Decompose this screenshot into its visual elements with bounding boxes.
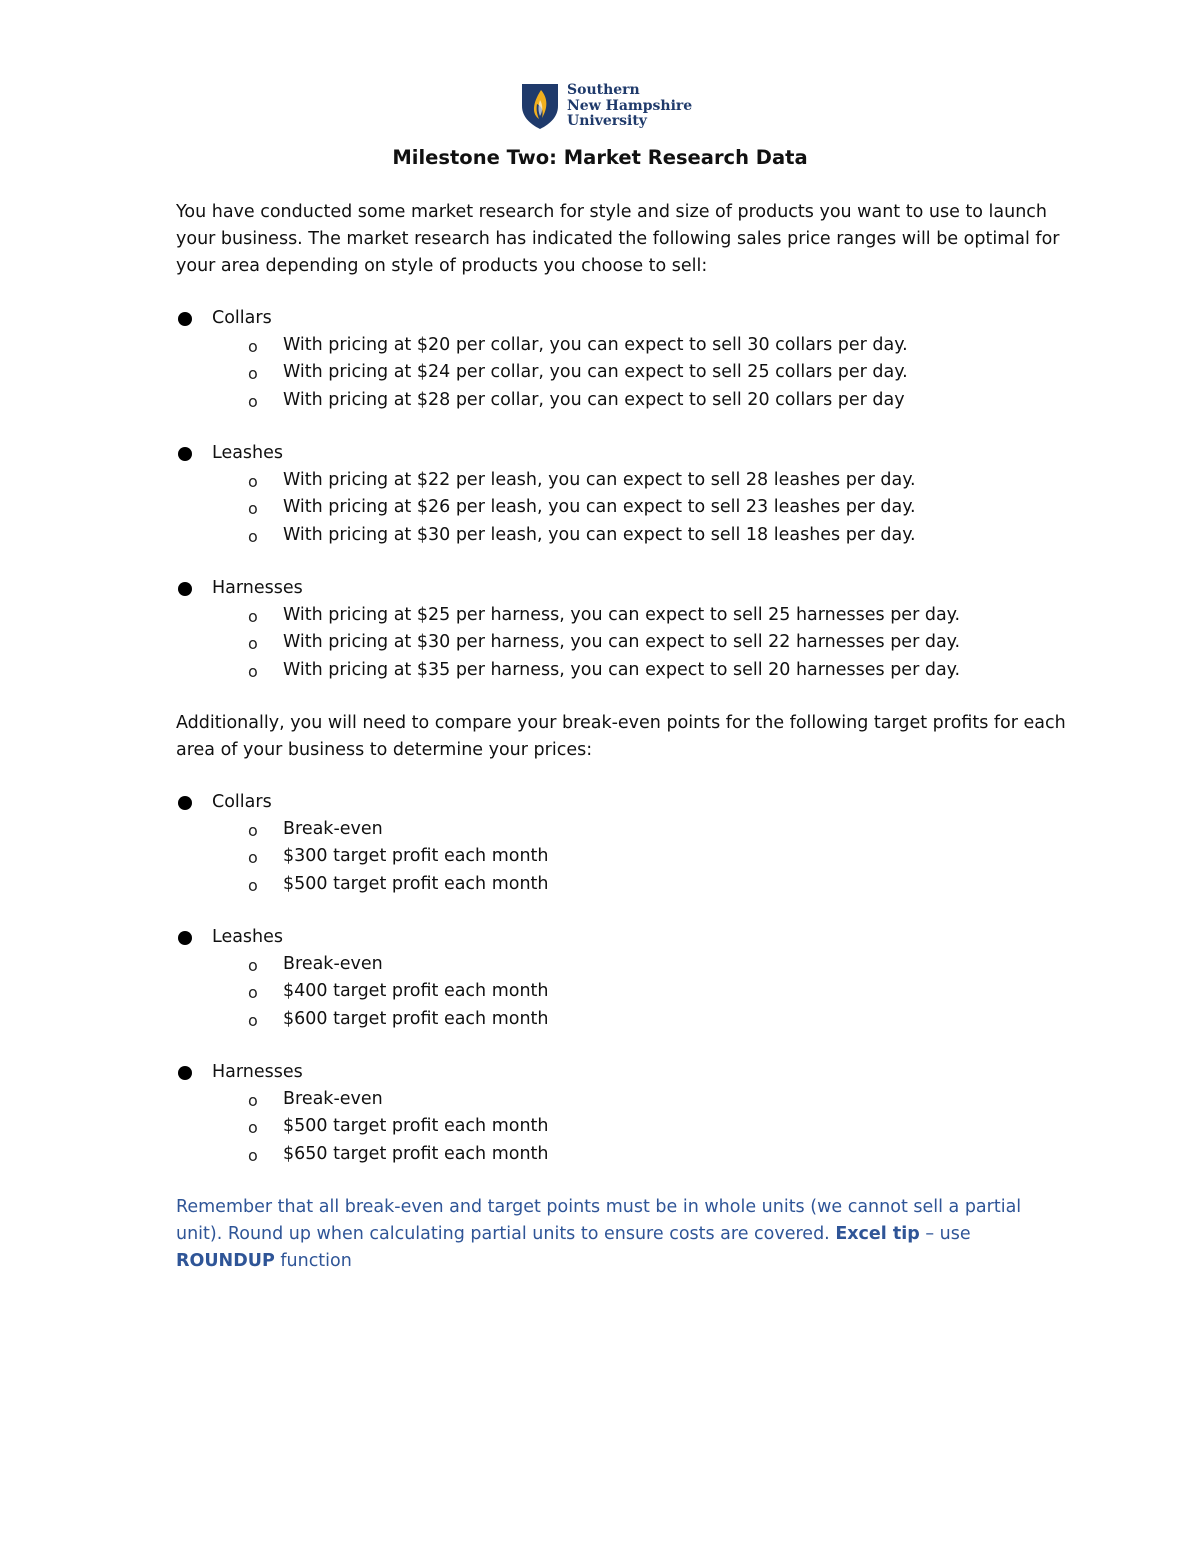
bullet-label: Harnesses: [212, 578, 303, 598]
sub-item-text: With pricing at $28 per collar, you can expect to sell 20 collars per day: [283, 389, 905, 410]
sub-item-text: $500 target profit each month: [283, 873, 549, 894]
sub-bullet-icon: o: [248, 875, 258, 895]
note-excel-tip: Excel tip: [835, 1224, 920, 1244]
sub-item: [176, 843, 1056, 870]
sub-item-text: With pricing at $30 per harness, you can expect to sell 22 harnesses per day.: [283, 632, 961, 653]
sub-item: [176, 1113, 1056, 1140]
bullet-dot-icon: [178, 931, 192, 945]
page-title: Milestone Two: Market Research Data: [392, 146, 808, 169]
bullet-dot-icon: [178, 312, 192, 326]
bullet-item: [176, 305, 1056, 332]
bullet-label: Collars: [212, 792, 272, 812]
bullet-item: [176, 1059, 1056, 1086]
sub-bullet-icon: o: [248, 337, 258, 356]
bullet-label: Collars: [212, 308, 272, 328]
sub-item: [176, 522, 1056, 549]
pricing-group-collars: [176, 305, 1056, 414]
sub-item-text: Break-even: [283, 954, 383, 974]
intro-paragraph: You have conducted some market research for style and size of products you want to use to launch your business. The market research has indicated the following sales price ranges will be optimal for your area depending on style of products you choose to sell:: [176, 202, 1060, 276]
sub-bullet-icon: o: [248, 499, 258, 519]
sub-item: [176, 467, 1056, 494]
bullet-item: [176, 575, 1056, 602]
logo-line-3: University: [567, 113, 647, 129]
bullet-item: [176, 789, 1056, 816]
note-text-3: function: [274, 1251, 352, 1271]
sub-item-text: Break-even: [283, 1089, 383, 1109]
snhu-logo: [520, 82, 720, 134]
sub-item-text: With pricing at $35 per harness, you can expect to sell 20 harnesses per day.: [283, 659, 961, 680]
sub-item-text: $500 target profit each month: [283, 1116, 549, 1137]
bullet-label: Leashes: [212, 927, 284, 947]
sub-item-text: With pricing at $25 per harness, you can expect to sell 25 harnesses per day.: [283, 605, 961, 625]
additional-paragraph: Additionally, you will need to compare your break-even points for the following target profits for each area of your business to determine your prices:: [176, 713, 1066, 760]
note-text-1: Remember that all break-even and target points must be in whole units (we cannot sell a partial unit). Round up when calculating partial units to ensure costs are covered.: [176, 1197, 1022, 1244]
sub-bullet-icon: o: [248, 1145, 258, 1165]
sub-item: [176, 657, 1056, 684]
sub-item-text: With pricing at $24 per collar, you can expect to sell 25 collars per day.: [283, 362, 908, 383]
note-roundup: ROUNDUP: [176, 1251, 275, 1271]
sub-bullet-icon: o: [248, 848, 258, 868]
sub-item-text: $600 target profit each month: [283, 1008, 549, 1029]
sub-bullet-icon: o: [248, 1010, 258, 1030]
sub-item-text: $650 target profit each month: [283, 1143, 549, 1164]
sub-item: [176, 951, 1056, 978]
note-text-2: – use: [919, 1224, 971, 1244]
bullet-label: Harnesses: [212, 1062, 303, 1082]
bullet-dot-icon: [178, 582, 192, 596]
sub-bullet-icon: o: [248, 526, 258, 546]
sub-item-text: With pricing at $26 per leash, you can expect to sell 23 leashes per day.: [283, 497, 916, 518]
sub-bullet-icon: o: [248, 821, 258, 840]
sub-item: [176, 816, 1056, 843]
sub-item-text: With pricing at $22 per leash, you can expect to sell 28 leashes per day.: [283, 470, 916, 490]
sub-item: [176, 387, 1056, 414]
logo-wordmark: [567, 83, 692, 130]
sub-item: [176, 494, 1056, 521]
logo-line-2: New Hampshire: [567, 97, 693, 114]
bullet-item: [176, 440, 1056, 467]
sub-bullet-icon: o: [248, 1118, 258, 1138]
sub-item-text: Break-even: [283, 819, 383, 839]
sub-item: [176, 629, 1056, 656]
sub-item: [176, 332, 1056, 359]
sub-bullet-icon: o: [248, 607, 258, 626]
sub-bullet-icon: o: [248, 1091, 258, 1110]
target-group-leashes: [176, 924, 1056, 1033]
bullet-label: Leashes: [212, 443, 284, 463]
pricing-group-harnesses: [176, 575, 1056, 684]
logo-line-1: Southern: [567, 82, 640, 98]
sub-bullet-icon: o: [248, 391, 258, 411]
bullet-dot-icon: [178, 796, 192, 810]
sub-item: [176, 978, 1056, 1005]
sub-item: [176, 1086, 1056, 1113]
sub-item-text: $300 target profit each month: [283, 846, 549, 867]
bullet-dot-icon: [178, 1066, 192, 1080]
sub-item: [176, 1141, 1056, 1168]
target-group-collars: [176, 789, 1056, 898]
pricing-group-leashes: [176, 440, 1056, 549]
shield-flame-icon: [520, 82, 560, 130]
sub-bullet-icon: o: [248, 364, 258, 384]
sub-bullet-icon: o: [248, 634, 258, 654]
sub-bullet-icon: o: [248, 983, 258, 1003]
sub-item-text: With pricing at $20 per collar, you can expect to sell 30 collars per day.: [283, 335, 908, 355]
target-group-harnesses: [176, 1059, 1056, 1168]
note-paragraph: [176, 1194, 1066, 1275]
bullet-item: [176, 924, 1056, 951]
sub-item-text: $400 target profit each month: [283, 981, 549, 1002]
sub-bullet-icon: o: [248, 956, 258, 975]
sub-bullet-icon: o: [248, 472, 258, 491]
sub-item: [176, 1006, 1056, 1033]
sub-item: [176, 871, 1056, 898]
sub-item: [176, 602, 1056, 629]
sub-item-text: With pricing at $30 per leash, you can expect to sell 18 leashes per day.: [283, 524, 916, 545]
sub-item: [176, 359, 1056, 386]
sub-bullet-icon: o: [248, 661, 258, 681]
bullet-dot-icon: [178, 447, 192, 461]
